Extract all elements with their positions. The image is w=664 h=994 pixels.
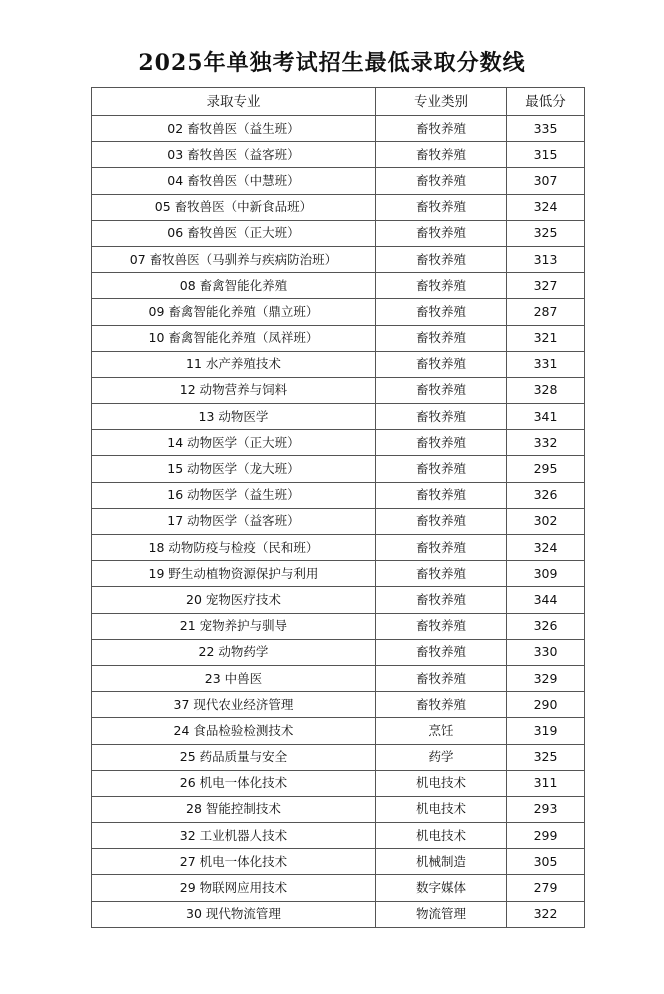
category-cell: 畜牧养殖 [376,377,507,403]
category-cell: 机电技术 [376,796,507,822]
category-cell: 畜牧养殖 [376,587,507,613]
major-cell: 12 动物营养与饲料 [92,377,376,403]
major-cell: 28 智能控制技术 [92,796,376,822]
major-cell: 26 机电一体化技术 [92,770,376,796]
table-row [92,508,585,534]
min-score-cell: 325 [507,220,585,246]
major-cell: 06 畜牧兽医（正大班） [92,220,376,246]
major-cell: 22 动物药学 [92,639,376,665]
major-cell: 18 动物防疫与检疫（民和班） [92,535,376,561]
table-row [92,377,585,403]
table-row [92,770,585,796]
major-cell: 30 现代物流管理 [92,901,376,927]
header-category: 专业类别 [376,88,507,116]
category-cell: 畜牧养殖 [376,273,507,299]
min-score-cell: 315 [507,142,585,168]
major-cell: 05 畜牧兽医（中新食品班） [92,194,376,220]
min-score-cell: 299 [507,823,585,849]
table-row [92,456,585,482]
major-cell: 19 野生动植物资源保护与利用 [92,561,376,587]
min-score-cell: 331 [507,351,585,377]
min-score-cell: 322 [507,901,585,927]
major-cell: 10 畜禽智能化养殖（凤祥班） [92,325,376,351]
min-score-cell: 305 [507,849,585,875]
table-row [92,665,585,691]
table-row [92,901,585,927]
table-header-row [92,88,585,116]
table-body [92,116,585,928]
category-cell: 数字媒体 [376,875,507,901]
header-min-score: 最低分 [507,88,585,116]
major-cell: 32 工业机器人技术 [92,823,376,849]
category-cell: 畜牧养殖 [376,613,507,639]
category-cell: 畜牧养殖 [376,299,507,325]
category-cell: 畜牧养殖 [376,561,507,587]
major-cell: 08 畜禽智能化养殖 [92,273,376,299]
min-score-cell: 324 [507,535,585,561]
major-cell: 21 宠物养护与驯导 [92,613,376,639]
table-row [92,744,585,770]
category-cell: 畜牧养殖 [376,430,507,456]
table-row [92,849,585,875]
min-score-cell: 293 [507,796,585,822]
min-score-cell: 328 [507,377,585,403]
table-row [92,692,585,718]
table-row [92,404,585,430]
min-score-cell: 290 [507,692,585,718]
min-score-cell: 319 [507,718,585,744]
table-row [92,220,585,246]
table-row [92,482,585,508]
min-score-cell: 324 [507,194,585,220]
category-cell: 机械制造 [376,849,507,875]
category-cell: 烹饪 [376,718,507,744]
major-cell: 29 物联网应用技术 [92,875,376,901]
major-cell: 14 动物医学（正大班） [92,430,376,456]
category-cell: 畜牧养殖 [376,246,507,272]
major-cell: 20 宠物医疗技术 [92,587,376,613]
table-row [92,561,585,587]
table-row [92,875,585,901]
category-cell: 畜牧养殖 [376,325,507,351]
table-row [92,325,585,351]
table-row [92,535,585,561]
table-row [92,587,585,613]
major-cell: 15 动物医学（龙大班） [92,456,376,482]
admission-score-table [91,87,585,928]
category-cell: 畜牧养殖 [376,142,507,168]
category-cell: 畜牧养殖 [376,692,507,718]
min-score-cell: 335 [507,116,585,142]
table-row [92,116,585,142]
table-row [92,168,585,194]
min-score-cell: 307 [507,168,585,194]
table-row [92,639,585,665]
category-cell: 畜牧养殖 [376,194,507,220]
category-cell: 畜牧养殖 [376,168,507,194]
category-cell: 畜牧养殖 [376,482,507,508]
major-cell: 24 食品检验检测技术 [92,718,376,744]
table-row [92,718,585,744]
page-title: 2025年单独考试招生最低录取分数线 [138,50,526,76]
min-score-cell: 302 [507,508,585,534]
category-cell: 药学 [376,744,507,770]
min-score-cell: 344 [507,587,585,613]
major-cell: 07 畜牧兽医（马驯养与疾病防治班） [92,246,376,272]
header-major: 录取专业 [92,88,376,116]
table-row [92,273,585,299]
table-row [92,796,585,822]
min-score-cell: 332 [507,430,585,456]
major-cell: 23 中兽医 [92,665,376,691]
category-cell: 畜牧养殖 [376,535,507,561]
major-cell: 25 药品质量与安全 [92,744,376,770]
major-cell: 16 动物医学（益生班） [92,482,376,508]
category-cell: 畜牧养殖 [376,116,507,142]
major-cell: 11 水产养殖技术 [92,351,376,377]
major-cell: 37 现代农业经济管理 [92,692,376,718]
category-cell: 物流管理 [376,901,507,927]
category-cell: 畜牧养殖 [376,456,507,482]
major-cell: 04 畜牧兽医（中慧班） [92,168,376,194]
category-cell: 畜牧养殖 [376,351,507,377]
table-row [92,299,585,325]
major-cell: 17 动物医学（益客班） [92,508,376,534]
table-row [92,823,585,849]
min-score-cell: 321 [507,325,585,351]
table-row [92,351,585,377]
category-cell: 畜牧养殖 [376,665,507,691]
table-row [92,194,585,220]
min-score-cell: 341 [507,404,585,430]
major-cell: 13 动物医学 [92,404,376,430]
table-row [92,613,585,639]
min-score-cell: 327 [507,273,585,299]
major-cell: 02 畜牧兽医（益生班） [92,116,376,142]
category-cell: 机电技术 [376,770,507,796]
category-cell: 畜牧养殖 [376,639,507,665]
category-cell: 畜牧养殖 [376,220,507,246]
category-cell: 机电技术 [376,823,507,849]
min-score-cell: 311 [507,770,585,796]
min-score-cell: 313 [507,246,585,272]
major-cell: 27 机电一体化技术 [92,849,376,875]
min-score-cell: 326 [507,482,585,508]
min-score-cell: 295 [507,456,585,482]
min-score-cell: 309 [507,561,585,587]
min-score-cell: 326 [507,613,585,639]
table-row [92,430,585,456]
min-score-cell: 330 [507,639,585,665]
min-score-cell: 279 [507,875,585,901]
min-score-cell: 287 [507,299,585,325]
major-cell: 09 畜禽智能化养殖（鼎立班） [92,299,376,325]
category-cell: 畜牧养殖 [376,508,507,534]
category-cell: 畜牧养殖 [376,404,507,430]
min-score-cell: 329 [507,665,585,691]
table-row [92,246,585,272]
major-cell: 03 畜牧兽医（益客班） [92,142,376,168]
min-score-cell: 325 [507,744,585,770]
table-row [92,142,585,168]
